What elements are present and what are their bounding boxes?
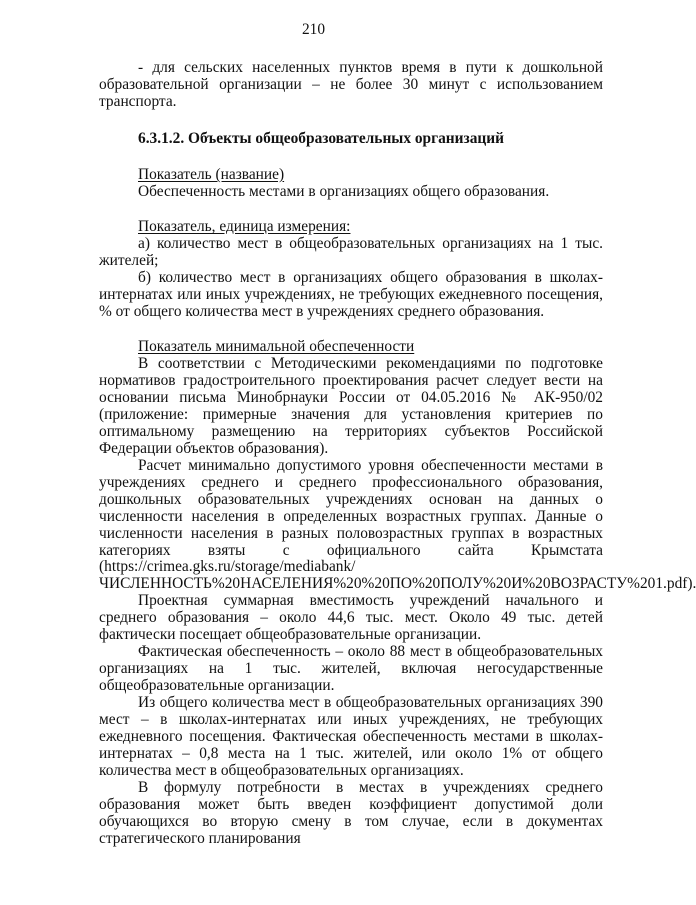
min-paragraph-2-text: Расчет минимально допустимого уровня обеспеченности местами в учреждениях среднего и среднего профессионального образования, дошкольных образовательных учреждениях основан на данных о численности населения в определенных возрастных группах. Данные о численности населения в разных половозрастных группах в возрастных категориях взяты с официального сайта Крымстата [99, 457, 603, 559]
min-paragraph-4: Фактическая обеспеченность – около 88 мест в общеобразовательных организациях на 1 тыс. жителей, включая негосударственные общеобразовательные организации. [99, 643, 603, 694]
unit-item-b: б) количество мест в организациях общего образования в школах-интернатах или иных учреждениях, не требующих ежедневного посещения, % от общего количества мест в учреждениях среднего образования. [99, 269, 603, 320]
min-paragraph-3: Проектная суммарная вместимость учреждений начального и среднего образования – около 44,6 тыс. мест. Около 49 тыс. детей фактически посещает общеобразовательные организации. [99, 592, 603, 643]
source-url: (https://crimea.gks.ru/storage/mediabank/ЧИСЛЕННОСТЬ%20НАСЕЛЕНИЯ%20%20ПО%20ПОЛУ%20И%20ВОЗРАСТУ%201.pdf). [99, 558, 696, 593]
min-label-text: Показатель минимальной обеспеченности [138, 338, 415, 355]
name-label-text: Показатель (название) [138, 166, 285, 183]
min-label [99, 339, 603, 356]
name-label [99, 167, 603, 184]
page-number: 210 [301, 21, 326, 38]
unit-label-text: Показатель, единица измерения: [138, 218, 351, 235]
min-paragraph-5: Из общего количества мест в общеобразовательных организациях 390 мест – в школах-интернатах или иных учреждениях, не требующих ежедневного посещения. Фактическая обеспеченность местами в школах-интернатах – 0,8 места на 1 тыс. жителей, или около 1% от общего количества мест в общеобразовательных организациях. [99, 694, 603, 779]
min-paragraph-2 [99, 457, 696, 593]
unit-label [99, 219, 603, 236]
intro-paragraph: - для сельских населенных пунктов время в пути к дошкольной образовательной организации – не более 30 минут с использованием транспорта. [99, 59, 603, 110]
section-heading: 6.3.1.2. Объекты общеобразовательных организаций [138, 130, 505, 147]
min-paragraph-6: В формулу потребности в местах в учреждениях среднего образования может быть введен коэффициент допустимой доли обучающихся во вторую смену в том случае, если в документах стратегического планирования [99, 779, 603, 847]
unit-item-a: а) количество мест в общеобразовательных организациях на 1 тыс. жителей; [99, 235, 603, 269]
name-text: Обеспеченность местами в организациях общего образования. [138, 183, 550, 200]
min-paragraph-1: В соответствии с Методическими рекомендациями по подготовке нормативов градостроительного проектирования расчет следует вести на основании письма Минобрнауки России от 04.05.2016 № АК-950/02 (приложение: примерные значения для установления критериев по оптимальному размещению на территориях субъектов Российской Федерации объектов образования). [99, 355, 603, 457]
